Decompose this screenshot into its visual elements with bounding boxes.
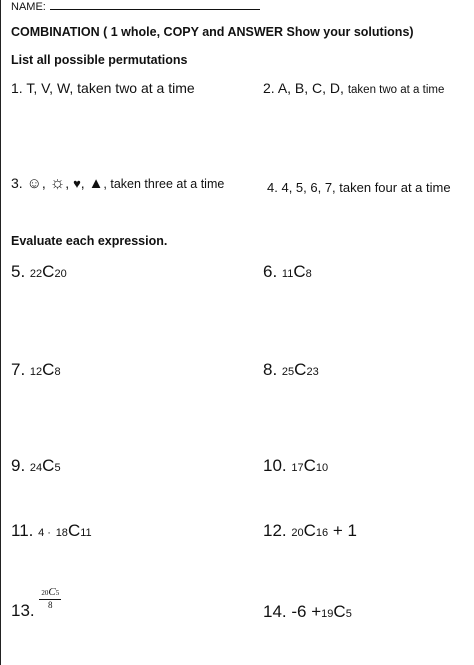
problem-5-r: 20 [54,268,67,280]
problem-14-lead: -6 + [291,602,322,621]
problem-5-c: C [42,262,55,281]
section2-heading: Evaluate each expression. [11,234,168,248]
problem-13-fraction [39,587,61,611]
problem-14-number: 14. [263,602,287,621]
triangle-icon: ▲ [88,175,104,192]
problem-6-n: 11 [281,268,294,280]
smiley-icon: ☺ [26,175,42,192]
problem-5-number: 5. [11,262,26,281]
problem-2 [263,80,444,96]
problem-13-number: 13. [11,601,35,621]
problem-9 [11,456,61,476]
problem-2-tail: taken two at a time [347,84,445,96]
problem-8-r: 23 [306,366,319,378]
problem-10 [263,456,328,476]
problem-11-multiplier: 4 · [38,527,51,539]
problem-11-n: 18 [55,527,68,539]
worksheet-title: COMBINATION ( 1 whole, COPY and ANSWER Show your solutions) [11,25,414,39]
problem-6-c: C [293,262,306,281]
problem-11-c: C [67,521,81,540]
problem-1-number: 1. [11,80,23,96]
problem-11-r: 11 [80,527,92,539]
name-line [50,0,260,10]
problem-7-c: C [42,360,55,379]
name-field [11,0,260,13]
sun-icon: ☼ [49,173,66,192]
problem-13-n: 20 [41,589,49,597]
problem-11 [11,521,92,541]
problem-13-c: C [48,586,56,598]
problem-8-n: 25 [281,366,295,378]
problem-7-r: 8 [54,366,61,378]
problem-3-tail: taken three at a time [110,177,225,191]
problem-13 [11,586,61,621]
problem-10-number: 10. [263,456,287,475]
problem-7 [11,360,61,380]
problem-10-c: C [303,456,316,475]
problem-9-r: 5 [54,462,61,474]
problem-4-text: 4, 5, 6, 7, taken four at a time [281,180,451,195]
problem-3: 3. ☺, ☼, ♥, ▲, taken three at a time [11,173,225,192]
problem-12-c: C [303,521,316,540]
problem-6-r: 8 [305,268,312,280]
problem-1 [11,80,195,96]
problem-9-c: C [42,456,55,475]
problem-11-number: 11. [11,521,34,540]
problem-2-number: 2. [263,80,275,96]
problem-9-n: 24 [29,462,43,474]
heart-icon: ♥ [73,176,81,191]
section1-heading: List all possible permutations [11,53,188,67]
problem-6-number: 6. [263,262,278,281]
problem-3-number: 3. [11,175,23,191]
problem-14 [263,602,352,622]
problem-7-n: 12 [29,366,43,378]
name-label: NAME: [11,1,46,13]
problem-12-number: 12. [263,521,287,540]
problem-8-number: 8. [263,360,278,379]
problem-1-text: T, V, W, taken two at a time [26,80,195,96]
problem-12-n: 20 [291,527,304,539]
problem-4-number: 4. [267,180,278,195]
problem-10-n: 17 [291,462,304,474]
problem-14-n: 19 [321,608,334,620]
problem-13-denominator: 8 [48,600,53,610]
problem-10-r: 10 [315,462,329,474]
problem-13-numerator [39,587,61,600]
problem-5 [11,262,67,282]
problem-12-tail: + 1 [332,521,357,540]
problem-2-text: A, B, C, D, [277,80,344,96]
problem-4 [267,180,451,195]
problem-7-number: 7. [11,360,26,379]
problem-5-n: 22 [29,268,43,280]
problem-6 [263,262,312,282]
problem-8-c: C [294,360,307,379]
problem-9-number: 9. [11,456,26,475]
problem-12-r: 16 [315,527,329,539]
problem-14-r: 5 [345,608,352,620]
problem-14-c: C [333,602,346,621]
problem-8 [263,360,319,380]
problem-12 [263,521,357,541]
problem-13-r: 5 [55,589,60,597]
